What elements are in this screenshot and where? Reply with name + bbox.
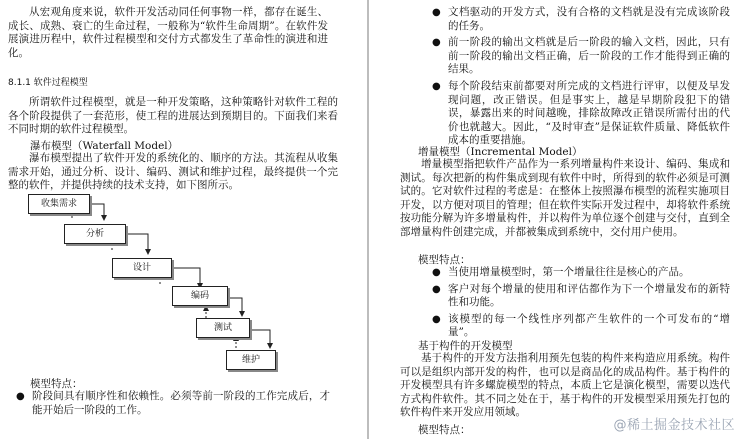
list-item: ● 该模型的每一个线性序列都产生软件的一个可发布的“增量”。 [432,312,730,339]
page-divider [367,0,369,439]
waterfall-features-list-continued [426,6,730,148]
step-maintenance: 维护 [226,350,276,370]
bullet-icon: ● [432,80,441,92]
bullet-icon: ● [432,267,441,278]
incremental-features-list [426,266,730,340]
incremental-paragraph: 增量模型指把软件产品作为一系列增量构件来设计、编码、集成和测试。每次把新的构件集成到现有软件中时，所得到的软件必须是可测试的。它对软件过程的考虑是：在整体上按照瀑布模型的流程实施项目开发，以方便对项目的管理；但在软件实际开发过程中，却将软件系统按功能分解为许多增量构件，并以构件为单位逐个创建与交付，直到全部增量构件创建完成，并都被集成到系统中，交付用户使用。 [400,158,730,238]
bullet-icon: ● [16,391,25,402]
section-heading: 8.1.1 软件过程模型 [8,78,88,88]
waterfall-features-list [10,390,330,417]
incremental-title: 增量模型（Incremental Model） [418,146,583,158]
intro-paragraph: 从宏观角度来说，软件开发活动同任何事物一样，都存在诞生、成长、成熟、衰亡的生命过程，一般称为“软件生命周期”。在软件发展演进历程中，软件过程模型和交付方式都发生了革命性的演进和进化。 [8,6,328,59]
step-coding: 编码 [172,286,228,306]
waterfall-arrows [0,190,366,380]
bullet-icon: ● [432,283,441,295]
bullet-icon: ● [432,37,441,49]
step-collect-requirements: 收集需求 [28,194,90,214]
component-title: 基于构件的开发模型 [418,340,513,352]
list-item: ● 阶段间具有顺序性和依赖性。必须等前一阶段的工作完成后，才能开始后一阶段的工作。 [16,390,330,416]
watermark: @稀土掘金技术社区 [613,418,735,433]
list-item: ● 文档驱动的开发方式，没有合格的文档就是没有完成该阶段的任务。 [432,6,730,32]
waterfall-diagram [0,190,366,380]
left-page [0,0,366,439]
section-paragraph: 所谓软件过程模型，就是一种开发策略，这种策略针对软件工程的各个阶段提供了一套范形，使工程的进展达到预期目的。下面我们来看不同时期的软件过程模型。 [8,96,338,136]
waterfall-title: 瀑布模型（Waterfall Model） [30,140,179,152]
list-item: ● 每个阶段结束前都要对所完成的文档进行评审，以便及早发现问题，改正错误。但是事实上，越是早期阶段犯下的错误，暴露出来的时间越晚，排除故障改正错误所需付出的代价也就越大。因此，“及时审查”是保证软件质量、降低软件成本的重要措施。 [432,79,730,147]
right-page [372,0,743,439]
step-design: 设计 [112,258,172,278]
step-testing: 测试 [196,318,250,338]
list-item: ● 当使用增量模型时，第一个增量往往是核心的产品。 [432,266,690,278]
step-analysis: 分析 [64,224,126,244]
bullet-icon: ● [432,313,441,325]
waterfall-features-title: 模型特点： [30,378,83,390]
waterfall-paragraph: 瀑布模型提出了软件开发的系统化的、顺序的方法。其流程从收集需求开始，通过分析、设计、编码、测试和维护过程，最终提供一个完整的软件，并提供持续的技术支持，如下图所示。 [8,152,338,192]
list-item: ● 客户对每个增量的使用和评估都作为下一个增量发布的新特性和功能。 [432,282,730,309]
incremental-features-title: 模型特点： [418,254,471,266]
component-paragraph: 基于构件的开发方法指利用预先包装的构件来构造应用系统。构件可以是组织内部开发的构件，也可以是商品化的成品构件。基于构件的开发模型具有许多螺旋模型的特点，本质上它是演化模型，需要以迭代方式构件软件。其不同之处在于，基于构件的开发模型采用预先打包的软件构件来开发应用领域。 [400,352,730,419]
bullet-icon: ● [432,7,441,18]
list-item: ● 前一阶段的输出文档就是后一阶段的输入文档，因此，只有前一阶段的输出文档正确，后一阶段的工作才能得到正确的结果。 [432,36,730,76]
component-features-title: 模型特点： [418,424,471,436]
